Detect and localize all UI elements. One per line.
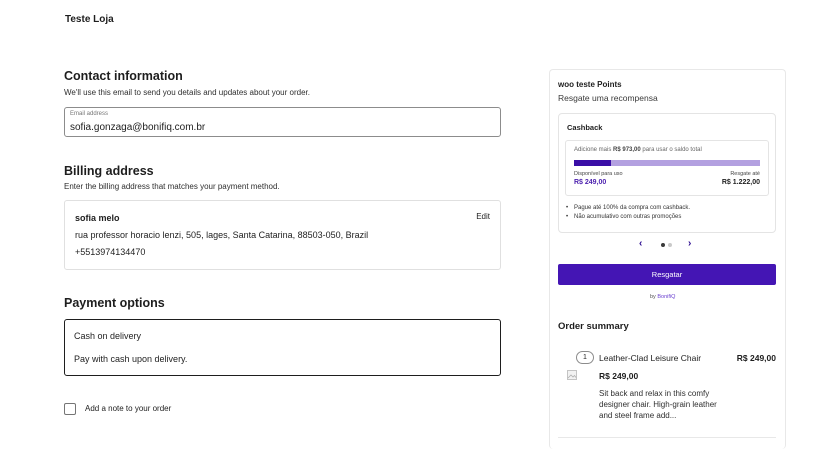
order-note-label[interactable]: Add a note to your order	[85, 404, 172, 413]
redeem-button[interactable]: Resgatar	[558, 264, 776, 285]
available-value: R$ 249,00	[574, 179, 607, 186]
points-widget-title: woo teste Points	[558, 80, 622, 89]
item-quantity-badge: 1	[576, 351, 594, 364]
cashback-card-title: Cashback	[567, 123, 603, 132]
product-name: Leather-Clad Leisure Chair	[599, 353, 702, 363]
payment-option-description: Pay with cash upon delivery.	[74, 354, 188, 364]
carousel-prev-icon[interactable]: ‹	[639, 238, 643, 249]
redeem-limit-label: Resgate até	[730, 171, 760, 177]
sidebar-divider	[558, 437, 776, 438]
cashback-rule: • Pague até 100% da compra com cashback.	[566, 204, 690, 213]
redeem-limit-value: R$ 1.222,00	[721, 179, 760, 186]
email-field-value[interactable]: sofia.gonzaga@bonifiq.com.br	[70, 122, 206, 133]
store-name[interactable]: Teste Loja	[65, 14, 114, 25]
billing-section-description: Enter the billing address that matches your payment method.	[64, 182, 280, 191]
cashback-rules-list	[566, 204, 690, 222]
contact-section-description: We'll use this email to send you details and updates about your order.	[64, 88, 310, 97]
bonifiq-link[interactable]: BonifiQ	[657, 294, 676, 300]
cashback-hint: Adicione mais R$ 973,00 para usar o saldo total	[574, 147, 702, 153]
billing-address-line: rua professor horacio lenzi, 505, lages, Santa Catarina, 88503-050, Brazil	[75, 230, 369, 240]
billing-name: sofia melo	[75, 213, 120, 223]
carousel-dot-active[interactable]	[661, 243, 665, 247]
payment-section-title: Payment options	[64, 296, 165, 310]
order-note-checkbox[interactable]	[64, 403, 76, 415]
payment-option-cash[interactable]	[64, 319, 501, 376]
product-price: R$ 249,00	[599, 371, 639, 381]
billing-phone: +5513974134470	[75, 247, 146, 257]
edit-address-button[interactable]: Edit	[476, 212, 490, 221]
carousel-next-icon[interactable]: ›	[688, 238, 692, 249]
contact-section-title: Contact information	[64, 69, 183, 83]
billing-address-card	[64, 200, 501, 270]
points-widget-subtitle: Resgate uma recompensa	[558, 93, 658, 103]
billing-section-title: Billing address	[64, 164, 154, 178]
product-description: Sit back and relax in this comfy designer chair. High-grain leather and steel frame add...	[599, 389, 717, 420]
cashback-progress-fill	[574, 160, 611, 166]
cashback-rule: • Não acumulativo com outras promoções	[566, 213, 690, 222]
carousel-dot[interactable]	[668, 243, 672, 247]
email-field-label: Email address	[70, 111, 109, 117]
payment-option-label: Cash on delivery	[74, 331, 142, 341]
powered-by: by BonifiQ	[650, 294, 676, 300]
order-summary-title[interactable]: Order summary	[558, 321, 629, 332]
email-field[interactable]	[64, 107, 501, 137]
product-line-total: R$ 249,00	[736, 353, 776, 363]
available-label: Disponível para uso	[574, 171, 623, 177]
product-image-placeholder-icon	[567, 367, 577, 377]
